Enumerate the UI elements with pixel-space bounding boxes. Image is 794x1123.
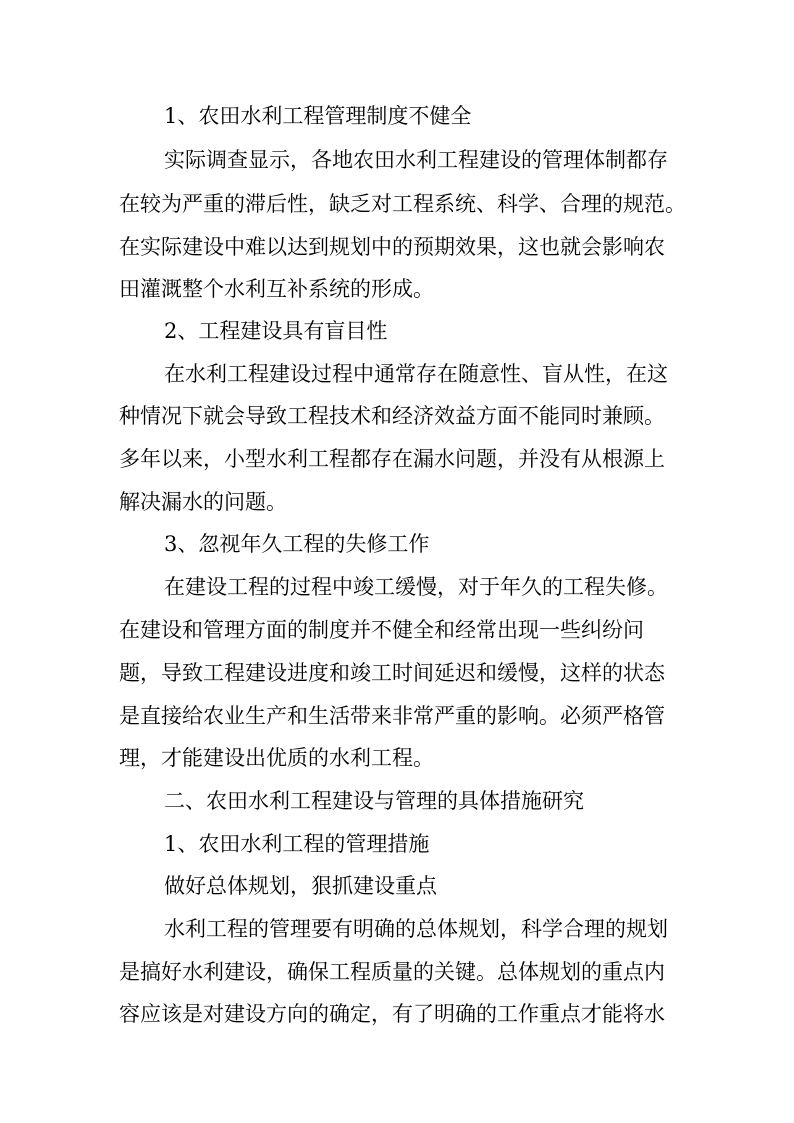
subheading-management-measures: 1、农田水利工程的管理措施: [164, 832, 430, 856]
paragraph-line: 在建设工程的过程中竣工缓慢，对于年久的工程失修。: [164, 575, 668, 599]
paragraph-line: 水利工程的管理要有明确的总体规划，科学合理的规划: [164, 917, 668, 941]
paragraph-line: 在水利工程建设过程中通常存在随意性、盲从性，在这: [164, 362, 668, 386]
paragraph-line: 在实际建设中难以达到规划中的预期效果，这也就会影响农: [119, 235, 665, 259]
heading-3-neglect-repair: 3、忽视年久工程的失修工作: [164, 532, 430, 556]
paragraph-line: 理，才能建设出优质的水利工程。: [119, 746, 434, 770]
paragraph-line: 在建设和管理方面的制度并不健全和经常出现一些纠纷问: [119, 618, 644, 642]
paragraph-line: 容应该是对建设方向的确定，有了明确的工作重点才能将水: [119, 1002, 665, 1026]
paragraph-line: 田灌溉整个水利互补系统的形成。: [119, 277, 434, 301]
heading-2-blind-construction: 2、工程建设具有盲目性: [164, 319, 388, 343]
paragraph-line: 是直接给农业生产和生活带来非常严重的影响。必须严格管: [119, 704, 665, 728]
paragraph-line: 实际调查显示，各地农田水利工程建设的管理体制都存: [164, 148, 668, 172]
heading-1-management-system: 1、农田水利工程管理制度不健全: [164, 104, 472, 128]
paragraph-line: 多年以来，小型水利工程都存在漏水问题，并没有从根源上: [119, 447, 665, 471]
paragraph-line: 解决漏水的问题。: [119, 490, 287, 514]
paragraph-line: 种情况下就会导致工程技术和经济效益方面不能同时兼顾。: [119, 404, 665, 428]
section-heading-measures: 二、农田水利工程建设与管理的具体措施研究: [164, 789, 584, 813]
paragraph-line: 在较为严重的滞后性，缺乏对工程系统、科学、合理的规范。: [119, 192, 686, 216]
subheading-overall-planning: 做好总体规划，狠抓建设重点: [164, 874, 437, 898]
paragraph-line: 是搞好水利建设，确保工程质量的关键。总体规划的重点内: [119, 960, 665, 984]
paragraph-line: 题，导致工程建设进度和竣工时间延迟和缓慢，这样的状态: [119, 661, 665, 685]
